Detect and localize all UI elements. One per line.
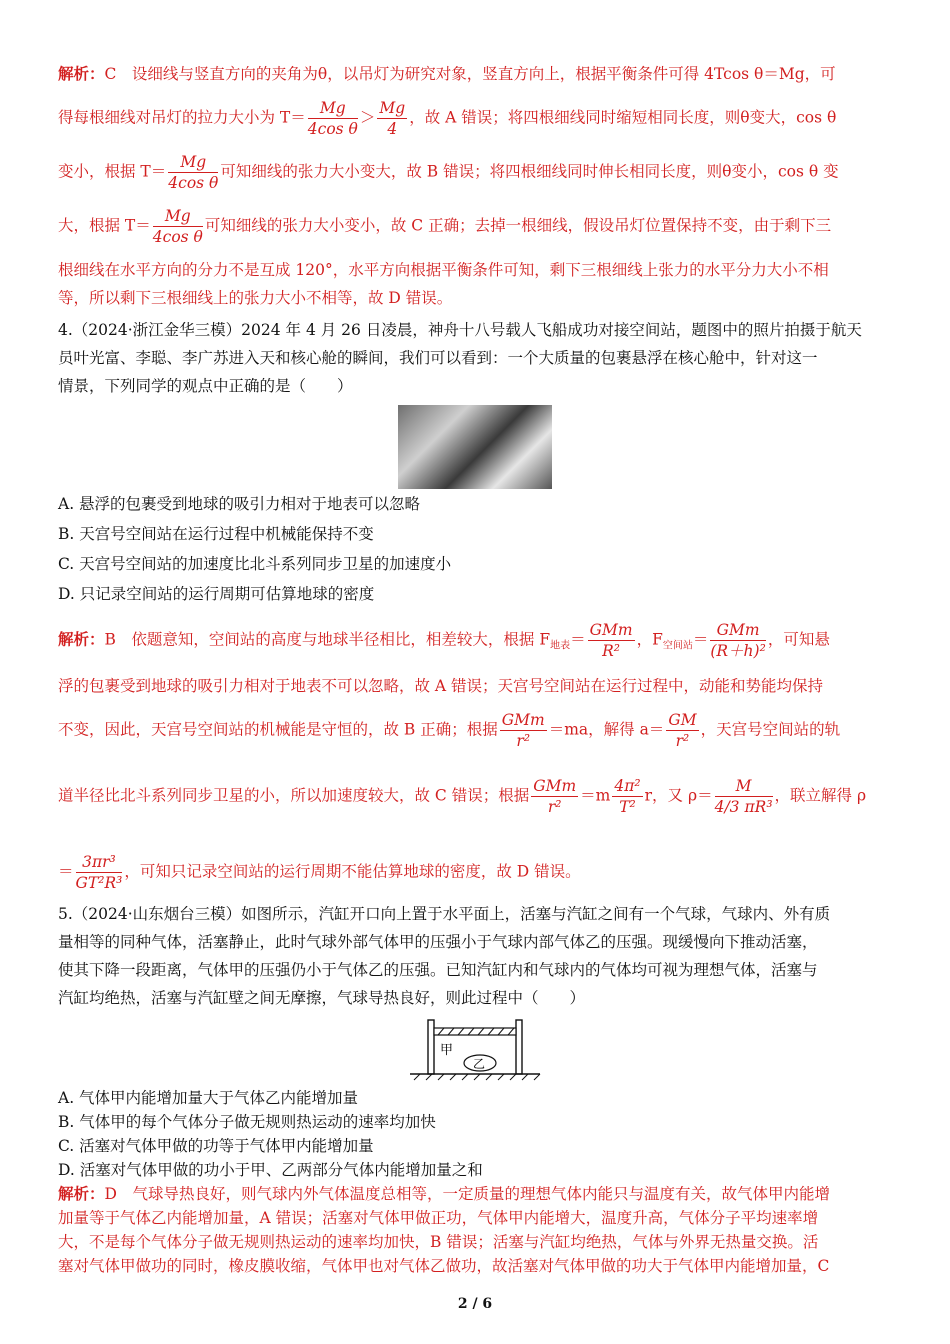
- cylinder-left-wall: [428, 1020, 434, 1074]
- cylinder-right-wall: [516, 1020, 522, 1074]
- fraction: $\frac{GM}{\text{r²}}$: [668, 711, 697, 750]
- analysis-4-line-2: 浮的包裹受到地球的吸引力相对于地表不可以忽略，故 A 错误；天宫号空间站在运行过程中，动能和势能均保持: [58, 677, 824, 695]
- option-4a: A. 悬浮的包裹受到地球的吸引力相对于地表可以忽略: [58, 495, 421, 513]
- option-4b: B. 天宫号空间站在运行过程中机械能保持不变: [58, 525, 374, 543]
- analysis-5-line-1: 解析：D 气球导热良好，则气球内外气体温度总相等，一定质量的理想气体内能只与温度有关，故气体甲内能增: [58, 1184, 830, 1203]
- analysis-3-line-1: 解析：C 设细线与竖直方向的夹角为θ，以吊灯为研究对象，竖直方向上，根据平衡条件可得 4Tcos θ＝Mg，可: [58, 64, 836, 83]
- analysis-3-line-5: 根细线在水平方向的分力不是互成 120°，水平方向根据平衡条件可知，剩下三根细线上张力的水平分力大小不相: [58, 261, 829, 279]
- option-5d: D. 活塞对气体甲做的功小于甲、乙两部分气体内能增加量之和: [58, 1161, 483, 1179]
- page-number: 2 / 6: [457, 1296, 493, 1312]
- fraction: $\frac{\text{GMm}}{\text{(R＋h)²}}$: [710, 621, 766, 660]
- analysis-4-line-5: ＝ $\frac{\text{3πr³}}{\text{GT²R³}}$ ，可知只记录空间站的运行周期不能估算地球的密度，故 D 错误。: [58, 853, 581, 892]
- gas-jia-label: 甲: [440, 1043, 454, 1058]
- fraction: $\frac{\text{GMm}}{\text{R²}}$: [589, 621, 633, 660]
- fraction: $\frac{Mg}{\text{4cos θ}}$: [168, 153, 219, 192]
- gas-yi-label: 乙: [473, 1057, 486, 1071]
- analysis-5-line-2: 加量等于气体乙内能增加量，A 错误；活塞对气体甲做正功，气体甲内能增大，温度升高，气体分子平均速率增: [58, 1209, 819, 1227]
- analysis-3-line-4: 大，根据 T＝ $\frac{Mg}{\text{4cos θ}}$ 可知细线的张力大小变小，故 C 正确；去掉一根细线，假设吊灯位置保持不变，由于剩下三: [58, 207, 832, 246]
- analysis-4-line-3: 不变，因此，天宫号空间站的机械能是守恒的，故 B 正确；根据 $\frac{\text{GMm}}{\text{r²}}$ ＝ma，解得 a＝ $\frac{GM}{\text{r²}}$ ，天宫号空间站的轨: [58, 711, 841, 750]
- fraction: $\frac{Mg}{\text{4cos θ}}$: [307, 99, 358, 138]
- fraction: $\frac{Mg}{\text{4cos θ}}$: [152, 207, 203, 246]
- question-4-line-3: 情景，下列同学的观点中正确的是（ ）: [58, 377, 353, 395]
- question-5-line-3: 使其下降一段距离，气体甲的压强仍小于气体乙的压强。已知汽缸内和气球内的气体均可视为理想气体，活塞与: [58, 961, 818, 979]
- analysis-4-line-4: 道半径比北斗系列同步卫星的小，所以加速度较大，故 C 错误；根据 $\frac{\text{GMm}}{\text{r²}}$ ＝m $\frac{\text{4π²}}{\text{T²}}$ r，又 ρ＝ $\frac{M}{\text{4/3 πR³}}$ ，联立解得 ρ: [58, 777, 867, 816]
- analysis-3-line-2: 得每根细线对吊灯的拉力大小为 T＝ $\frac{Mg}{\text{4cos θ}}$ ＞ $\frac{Mg}{4}$ ，故 A 错误；将四根细线同时缩短相同长度，则θ变大，cos θ: [58, 99, 837, 138]
- fraction: $\frac{Mg}{4}$: [379, 99, 406, 138]
- fraction: $\frac{\text{GMm}}{\text{r²}}$: [533, 777, 577, 816]
- question-4-line-1: 4.（2024·浙江金华三模）2024 年 4 月 26 日凌晨，神舟十八号载人飞船成功对接空间站，题图中的照片拍摄于航天: [58, 321, 862, 339]
- analysis-5-line-4: 塞对气体甲做功的同时，橡皮膜收缩，气体甲也对气体乙做功，故活塞对气体甲做的功大于气体甲内能增加量，C: [58, 1257, 830, 1275]
- option-5b: B. 气体甲的每个气体分子做无规则热运动的速率均加快: [58, 1113, 436, 1131]
- analysis-3-line-3: 变小，根据 T＝ $\frac{Mg}{\text{4cos θ}}$ 可知细线的张力大小变大，故 B 错误；将四根细线同时伸长相同长度，则θ变小，cos θ 变: [58, 153, 839, 192]
- question-5-line-1: 5.（2024·山东烟台三模）如图所示，汽缸开口向上置于水平面上，活塞与汽缸之间有一个气球，气球内、外有质: [58, 905, 831, 923]
- cylinder-diagram: [408, 1018, 542, 1084]
- question-5-line-4: 汽缸均绝热，活塞与汽缸壁之间无摩擦，气球导热良好，则此过程中（ ）: [58, 989, 586, 1007]
- fraction: $\frac{\text{3πr³}}{\text{GT²R³}}$: [75, 853, 123, 892]
- fraction: $\frac{M}{\text{4/3 πR³}}$: [714, 777, 773, 816]
- analysis-5-line-3: 大，不是每个气体分子做无规则热运动的速率均加快，B 错误；活塞与汽缸均绝热，气体与外界无热量交换。活: [58, 1233, 819, 1251]
- analysis-3-line-6: 等，所以剩下三根细线上的张力大小不相等，故 D 错误。: [58, 289, 453, 307]
- space-station-photo: [398, 405, 552, 489]
- fraction: $\frac{\text{GMm}}{\text{r²}}$: [501, 711, 545, 750]
- question-4-line-2: 员叶光富、李聪、李广苏进入天和核心舱的瞬间，我们可以看到：一个大质量的包裹悬浮在核心舱中，针对这一: [58, 349, 818, 367]
- option-4c: C. 天宫号空间站的加速度比北斗系列同步卫星的加速度小: [58, 555, 452, 573]
- option-5c: C. 活塞对气体甲做的功等于气体甲内能增加量: [58, 1137, 374, 1155]
- option-4d: D. 只记录空间站的运行周期可估算地球的密度: [58, 585, 375, 603]
- analysis-4-line-1: 解析：B 依题意知，空间站的高度与地球半径相比，相差较大，根据 $F_{地表}=$ $\frac{\text{GMm}}{\text{R²}}$ ，$F_{空间站}=$ $\frac{\text{GMm}}{\text{(R＋h)²}}$ ，可知悬: [58, 621, 830, 660]
- question-5-line-2: 量相等的同种气体，活塞静止，此时气球外部气体甲的压强小于气球内部气体乙的压强。现缓慢向下推动活塞，: [58, 933, 818, 951]
- option-5a: A. 气体甲内能增加量大于气体乙内能增加量: [58, 1089, 359, 1107]
- fraction: $\frac{\text{4π²}}{\text{T²}}$: [614, 777, 641, 816]
